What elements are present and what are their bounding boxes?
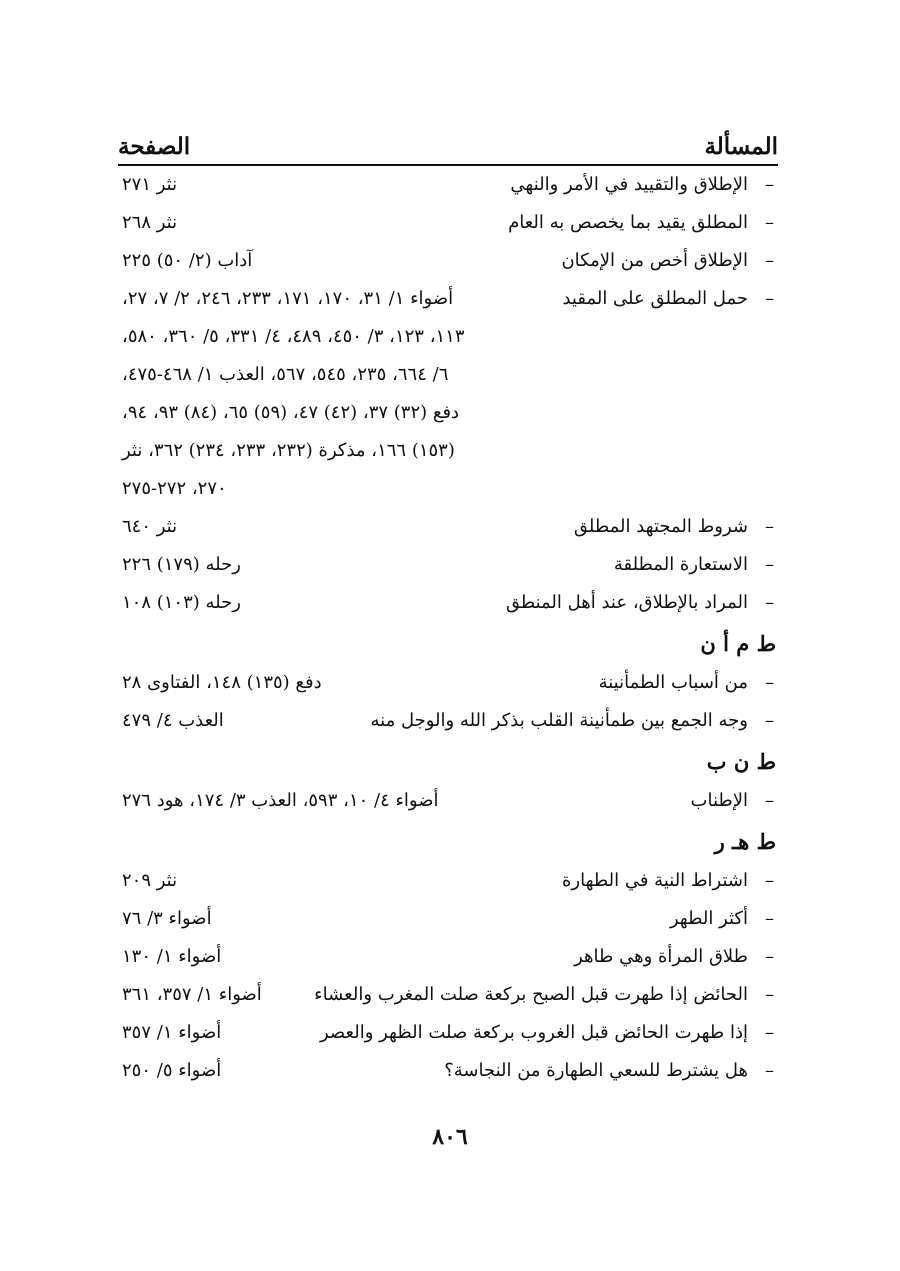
index-entries xyxy=(118,166,778,1090)
entry-bullet: – xyxy=(765,672,774,693)
entry-bullet: – xyxy=(765,908,774,929)
entry-reference-continuation xyxy=(118,394,778,432)
entry-topic: الحائض إذا طهرت قبل الصبح بركعة صلت المغرب والعشاء xyxy=(314,984,748,1005)
entry-topic: هل يشترط للسعي الطهارة من النجاسة؟ xyxy=(444,1060,748,1081)
entry-reference-continuation xyxy=(118,356,778,394)
index-page xyxy=(118,124,778,1090)
header-issue: المسألة xyxy=(704,133,778,160)
index-entry xyxy=(118,166,778,204)
index-entry xyxy=(118,584,778,622)
index-entry xyxy=(118,1052,778,1090)
table-header xyxy=(118,124,778,166)
entry-reference: نثر ٢٠٩ xyxy=(122,870,178,891)
entry-topic: حمل المطلق على المقيد xyxy=(562,288,748,309)
index-entry xyxy=(118,546,778,584)
entry-reference: رحله (١٧٩) ٢٢٦ xyxy=(122,554,241,575)
header-page: الصفحة xyxy=(118,133,191,160)
entry-bullet: – xyxy=(765,516,774,537)
index-entry xyxy=(118,242,778,280)
entry-reference: أضواء ١/ ٣٥٧، ٣٦١ xyxy=(122,984,262,1005)
entry-topic: أكثر الطهر xyxy=(669,908,748,929)
entry-topic: اشتراط النية في الطهارة xyxy=(561,870,748,891)
entry-reference: رحله (١٠٣) ١٠٨ xyxy=(122,592,241,613)
index-entry xyxy=(118,976,778,1014)
entry-reference: أضواء ٤/ ١٠، ٥٩٣، العذب ٣/ ١٧٤، هود ٢٧٦ xyxy=(122,790,439,811)
index-entry xyxy=(118,938,778,976)
entry-reference: نثر ٢٦٨ xyxy=(122,212,178,233)
entry-reference: أضواء ١/ ١٣٠ xyxy=(122,946,222,967)
entry-reference-line: ٢٧٠، ٢٧٢-٢٧٥ xyxy=(122,478,227,499)
entry-bullet: – xyxy=(765,212,774,233)
entry-bullet: – xyxy=(765,946,774,967)
index-entry xyxy=(118,1014,778,1052)
entry-topic: الاستعارة المطلقة xyxy=(613,554,748,575)
entry-reference-line: (١٥٣) ١٦٦، مذكرة (٢٣٢، ٢٣٣، ٢٣٤) ٣٦٢، نثر xyxy=(122,440,455,461)
index-entry xyxy=(118,664,778,702)
section-root-heading: ط هـ ر xyxy=(714,829,776,854)
entry-topic: الإطناب xyxy=(690,790,748,811)
section-root-heading: ط م أ ن xyxy=(700,631,776,656)
index-entry xyxy=(118,204,778,242)
entry-topic: إذا طهرت الحائض قبل الغروب بركعة صلت الظهر والعصر xyxy=(320,1022,748,1043)
index-entry xyxy=(118,508,778,546)
entry-topic: طلاق المرأة وهي طاهر xyxy=(574,946,748,967)
entry-topic: الإطلاق أخص من الإمكان xyxy=(561,250,748,271)
entry-bullet: – xyxy=(765,790,774,811)
entry-reference: العذب ٤/ ٤٧٩ xyxy=(122,710,224,731)
index-entry xyxy=(118,280,778,318)
entry-topic: وجه الجمع بين طمأنينة القلب بذكر الله والوجل منه xyxy=(370,710,748,731)
entry-bullet: – xyxy=(765,174,774,195)
index-entry xyxy=(118,782,778,820)
entry-topic: المراد بالإطلاق، عند أهل المنطق xyxy=(505,592,748,613)
section-root-heading: ط ن ب xyxy=(706,749,776,774)
page-number: ٨٠٦ xyxy=(432,1124,468,1150)
entry-topic: شروط المجتهد المطلق xyxy=(573,516,748,537)
index-entry xyxy=(118,862,778,900)
entry-bullet: – xyxy=(765,984,774,1005)
entry-reference: أضواء ١/ ٣٥٧ xyxy=(122,1022,222,1043)
entry-reference-line: ٦/ ٦٦٤، ٢٣٥، ٥٤٥، ٥٦٧، العذب ١/ ٤٦٨-٤٧٥، xyxy=(122,364,449,385)
entry-bullet: – xyxy=(765,1022,774,1043)
entry-topic: المطلق يقيد بما يخصص به العام xyxy=(508,212,748,233)
entry-reference-continuation xyxy=(118,432,778,470)
index-entry xyxy=(118,900,778,938)
entry-reference: أضواء ١/ ٣١، ١٧٠، ١٧١، ٢٣٣، ٢٤٦، ٢/ ٧، ٢٧، xyxy=(122,288,454,309)
entry-reference: أضواء ٥/ ٢٥٠ xyxy=(122,1060,222,1081)
index-entry xyxy=(118,702,778,740)
entry-bullet: – xyxy=(765,554,774,575)
entry-reference: نثر ٦٤٠ xyxy=(122,516,178,537)
entry-reference: نثر ٢٧١ xyxy=(122,174,178,195)
entry-reference-continuation xyxy=(118,318,778,356)
entry-reference: أضواء ٣/ ٧٦ xyxy=(122,908,212,929)
entry-bullet: – xyxy=(765,250,774,271)
entry-bullet: – xyxy=(765,710,774,731)
entry-reference-line: دفع (٣٢) ٣٧، (٤٢) ٤٧، (٥٩) ٦٥، (٨٤) ٩٣، ٩٤، xyxy=(122,402,460,423)
entry-bullet: – xyxy=(765,288,774,309)
entry-bullet: – xyxy=(765,870,774,891)
entry-reference-continuation xyxy=(118,470,778,508)
entry-reference: دفع (١٣٥) ١٤٨، الفتاوى ٢٨ xyxy=(122,672,322,693)
entry-topic: من أسباب الطمأنينة xyxy=(598,672,748,693)
entry-reference-line: ١١٣، ١٢٣، ٣/ ٤٥٠، ٤٨٩، ٤/ ٣٣١، ٥/ ٣٦٠، ٥٨٠، xyxy=(122,326,465,347)
entry-bullet: – xyxy=(765,592,774,613)
entry-topic: الإطلاق والتقييد في الأمر والنهي xyxy=(510,174,748,195)
entry-bullet: – xyxy=(765,1060,774,1081)
entry-reference: آداب (٢/ ٥٠) ٢٢٥ xyxy=(122,250,253,271)
